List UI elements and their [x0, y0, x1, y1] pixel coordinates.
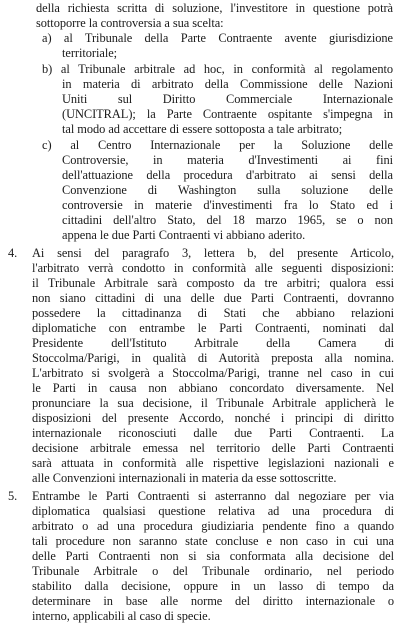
- paragraph-4-line: non siano cittadini di una delle due Parti Contraenti, dovranno: [32, 291, 394, 305]
- subclause-c-line: Convenzione di Washington sulla soluzione delle: [62, 183, 393, 197]
- subclause-b-line: tal modo ad accettare di essere sottoposta a tale arbitrato;: [62, 122, 343, 136]
- paragraph-4-line: alle Convenzioni internazionali in materia da esse sottoscritte.: [32, 471, 337, 485]
- paragraph-4-line: possedere la cittadinanza di Stati che abbiano relazioni: [32, 306, 394, 320]
- paragraph-4-line: sarà attuata in conformità alle rispettive legislazioni nazionali e: [32, 456, 394, 470]
- paragraph-4-line: decisione arbitrale emessa nel territorio delle Parti Contraenti: [32, 441, 394, 455]
- subclause-c-line: cittadini dell'altro Stato, del 18 marzo 1965, se o non: [62, 213, 393, 227]
- paragraph-4-line: diplomatiche con entrambe le Parti Contraenti, nominati dal: [32, 321, 394, 335]
- paragraph-4-line: pronunciare la sua decisione, il Tribunale Arbitrale applicherà le: [32, 396, 394, 410]
- paragraph-5-line: diplomatica qualsiasi questione relativa ad una procedura di: [32, 504, 394, 518]
- subclause-c-line: dell'attuazione della procedura d'arbitrato ai sensi della: [62, 168, 393, 182]
- paragraph-5-line: determinare in base alle norme del diritto internazionale o: [32, 594, 394, 608]
- paragraph-4-line: L'arbitrato si svolgerà a Stoccolma/Parigi, tranne nel caso in cui: [32, 366, 394, 380]
- paragraph-5-line: stabilito dalla decisione, oppure in un lasso di tempo da: [32, 579, 394, 593]
- paragraph-4-number: 4.: [8, 246, 18, 260]
- subclause-b-line: Uniti sul Diritto Commerciale Internazionale: [62, 92, 393, 106]
- paragraph-4-line: disposizioni del presente Accordo, nonché i principi di diritto: [32, 411, 394, 425]
- paragraph-4-line: Presidente dell'Istituto Arbitrale della Camera di: [32, 336, 394, 350]
- subclause-a-line: territoriale;: [62, 46, 118, 60]
- paragraph-5-line: Tribunale Arbitrale o del Tribunale ordinario, nel periodo: [32, 564, 394, 578]
- subclause-b-line: in materia di arbitrato della Commissione delle Nazioni: [62, 77, 393, 91]
- intro-line: della richiesta scritta di soluzione, l'investitore in questione potrà: [36, 1, 393, 15]
- paragraph-4-line: il Tribunale Arbitrale sarà composto da tre arbitri; qualora essi: [32, 276, 394, 290]
- subclause-b-line: (UNCITRAL); la Parte Contraente ospitante s'impegna in: [62, 107, 393, 121]
- paragraph-4-line: Stoccolma/Parigi, in qualità di Autorità preposta alla nomina.: [32, 351, 394, 365]
- paragraph-4-line: Ai sensi del paragrafo 3, lettera b, del presente Articolo,: [32, 246, 394, 260]
- subclause-b-line: b) al Tribunale arbitrale ad hoc, in conformità al regolamento: [42, 62, 393, 76]
- subclause-c-line: c) al Centro Internazionale per la Soluzione delle: [42, 138, 393, 152]
- subclause-c-line: appena le due Parti Contraenti vi abbiano aderito.: [62, 228, 306, 242]
- paragraph-4-line: internazionale riconosciuti dalle due Parti Contraenti. La: [32, 426, 394, 440]
- subclause-c-line: Controversie, in materia d'Investimenti ai fini: [62, 153, 393, 167]
- intro-line: sottoporre la controversia a sua scelta:: [36, 16, 224, 30]
- subclause-c-line: controversie in materie d'investimenti fra lo Stato ed i: [62, 198, 393, 212]
- paragraph-4-line: l'arbitrato verrà condotto in conformità alle seguenti disposizioni:: [32, 261, 394, 275]
- paragraph-4-line: le Parti in causa non abbiano concordato diversamente. Nel: [32, 381, 394, 395]
- paragraph-5-line: arbitrato o ad una procedura giudiziaria pendente fino a quando: [32, 519, 394, 533]
- paragraph-5-line: delle Parti Contraenti non si sia conformata alla decisione del: [32, 549, 394, 563]
- paragraph-5-line: tali procedure non saranno state concluse e non caso in cui una: [32, 534, 394, 548]
- paragraph-5-number: 5.: [8, 489, 18, 503]
- paragraph-5-line: Entrambe le Parti Contraenti si asterranno dal negoziare per via: [32, 489, 394, 503]
- paragraph-5-line: interno, applicabili al caso di specie.: [32, 609, 211, 623]
- subclause-a-line: a) al Tribunale della Parte Contraente avente giurisdizione: [42, 31, 393, 45]
